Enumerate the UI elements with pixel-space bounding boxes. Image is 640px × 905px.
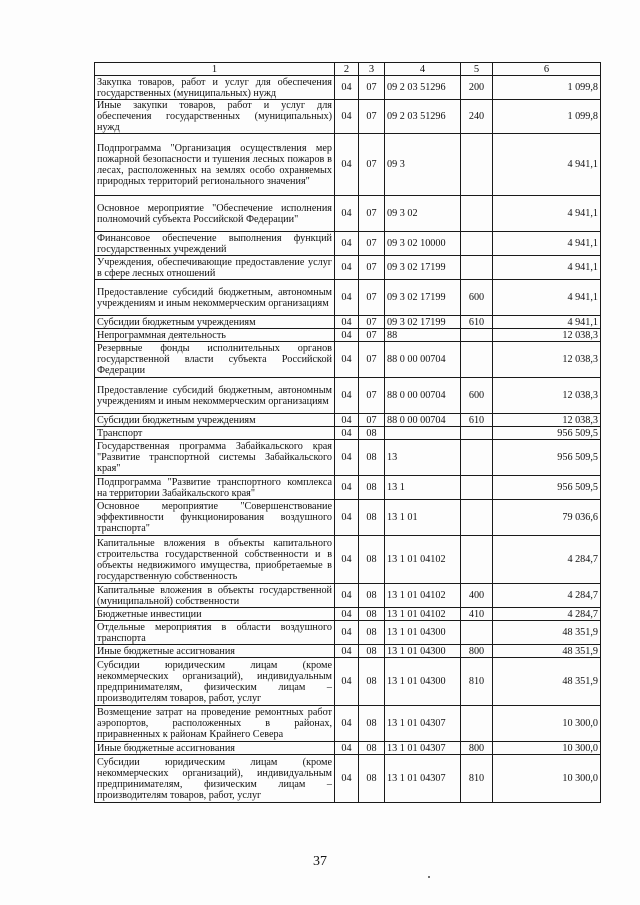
target-article-code: 13 1 01 04300 (385, 645, 461, 658)
subsection-code: 07 (359, 316, 385, 329)
expense-type-code: 810 (461, 755, 493, 803)
table-row (95, 500, 601, 536)
table-row (95, 476, 601, 500)
subsection-code: 08 (359, 536, 385, 584)
table-row (95, 414, 601, 427)
amount: 956 509,5 (493, 440, 601, 476)
section-code: 04 (335, 536, 359, 584)
section-code: 04 (335, 76, 359, 100)
subsection-code: 08 (359, 755, 385, 803)
table-row (95, 621, 601, 645)
target-article-code: 13 1 01 04102 (385, 536, 461, 584)
header-row (95, 63, 601, 76)
amount: 12 038,3 (493, 342, 601, 378)
table-row (95, 196, 601, 232)
column-header: 2 (335, 63, 359, 76)
page-number: 37 (313, 854, 327, 869)
scan-speck (428, 876, 430, 878)
amount: 10 300,0 (493, 742, 601, 755)
amount: 4 941,1 (493, 256, 601, 280)
expense-type-code (461, 476, 493, 500)
table-row (95, 316, 601, 329)
expense-type-code: 600 (461, 378, 493, 414)
row-name: Капитальные вложения в объекты капитального строительства государственной собственности и в объекты недвижимого имущества, приобретаемые в государственную собственность (95, 536, 335, 584)
amount: 12 038,3 (493, 378, 601, 414)
amount: 4 941,1 (493, 196, 601, 232)
table-row (95, 536, 601, 584)
subsection-code: 08 (359, 706, 385, 742)
table-row (95, 329, 601, 342)
target-article-code: 13 1 01 04307 (385, 755, 461, 803)
amount: 4 941,1 (493, 316, 601, 329)
section-code: 04 (335, 658, 359, 706)
row-name: Предоставление субсидий бюджетным, автономным учреждениям и иным некоммерческим организациям (95, 378, 335, 414)
row-name: Основное мероприятие "Совершенствование эффективности функционирования воздушного транспорта" (95, 500, 335, 536)
row-name: Государственная программа Забайкальского края "Развитие транспортной системы Забайкальского края" (95, 440, 335, 476)
section-code: 04 (335, 500, 359, 536)
table-row (95, 658, 601, 706)
column-header: 4 (385, 63, 461, 76)
table-row (95, 440, 601, 476)
target-article-code: 13 1 01 04307 (385, 742, 461, 755)
expense-type-code: 400 (461, 584, 493, 608)
target-article-code: 09 3 02 17199 (385, 316, 461, 329)
target-article-code (385, 427, 461, 440)
expense-type-code (461, 134, 493, 196)
expense-type-code (461, 232, 493, 256)
amount: 48 351,9 (493, 621, 601, 645)
row-name: Подпрограмма "Развитие транспортного комплекса на территории Забайкальского края" (95, 476, 335, 500)
expense-type-code: 810 (461, 658, 493, 706)
subsection-code: 08 (359, 658, 385, 706)
column-header: 3 (359, 63, 385, 76)
section-code: 04 (335, 645, 359, 658)
target-article-code: 09 3 02 17199 (385, 280, 461, 316)
target-article-code: 13 (385, 440, 461, 476)
row-name: Финансовое обеспечение выполнения функций государственных учреждений (95, 232, 335, 256)
amount: 1 099,8 (493, 100, 601, 134)
table-row (95, 742, 601, 755)
table-body (95, 76, 601, 803)
amount: 4 941,1 (493, 232, 601, 256)
section-code: 04 (335, 134, 359, 196)
row-name: Бюджетные инвестиции (95, 608, 335, 621)
expense-type-code (461, 342, 493, 378)
table-row (95, 232, 601, 256)
subsection-code: 08 (359, 476, 385, 500)
table-row (95, 134, 601, 196)
expense-type-code (461, 440, 493, 476)
subsection-code: 08 (359, 427, 385, 440)
subsection-code: 07 (359, 414, 385, 427)
section-code: 04 (335, 100, 359, 134)
amount: 48 351,9 (493, 645, 601, 658)
row-name: Основное мероприятие "Обеспечение исполнения полномочий субъекта Российской Федерации" (95, 196, 335, 232)
expense-type-code: 610 (461, 316, 493, 329)
column-header: 1 (95, 63, 335, 76)
subsection-code: 08 (359, 645, 385, 658)
table-header (95, 63, 601, 76)
subsection-code: 08 (359, 621, 385, 645)
expense-type-code: 800 (461, 742, 493, 755)
amount: 10 300,0 (493, 706, 601, 742)
section-code: 04 (335, 608, 359, 621)
subsection-code: 07 (359, 256, 385, 280)
subsection-code: 08 (359, 584, 385, 608)
section-code: 04 (335, 342, 359, 378)
amount: 4 284,7 (493, 536, 601, 584)
table-row (95, 76, 601, 100)
target-article-code: 13 1 01 (385, 500, 461, 536)
table-row (95, 378, 601, 414)
table-row (95, 755, 601, 803)
expense-type-code (461, 427, 493, 440)
table-row (95, 608, 601, 621)
target-article-code: 09 2 03 51296 (385, 100, 461, 134)
target-article-code: 13 1 01 04102 (385, 608, 461, 621)
target-article-code: 09 3 (385, 134, 461, 196)
table-row (95, 100, 601, 134)
expense-type-code: 410 (461, 608, 493, 621)
expense-type-code: 610 (461, 414, 493, 427)
section-code: 04 (335, 316, 359, 329)
subsection-code: 07 (359, 329, 385, 342)
row-name: Закупка товаров, работ и услуг для обеспечения государственных (муниципальных) нужд (95, 76, 335, 100)
section-code: 04 (335, 476, 359, 500)
amount: 4 284,7 (493, 584, 601, 608)
subsection-code: 08 (359, 500, 385, 536)
expense-type-code (461, 196, 493, 232)
subsection-code: 07 (359, 134, 385, 196)
subsection-code: 07 (359, 342, 385, 378)
section-code: 04 (335, 755, 359, 803)
expense-type-code: 200 (461, 76, 493, 100)
target-article-code: 09 3 02 10000 (385, 232, 461, 256)
section-code: 04 (335, 742, 359, 755)
row-name: Учреждения, обеспечивающие предоставление услуг в сфере лесных отношений (95, 256, 335, 280)
row-name: Транспорт (95, 427, 335, 440)
amount: 4 284,7 (493, 608, 601, 621)
section-code: 04 (335, 427, 359, 440)
row-name: Непрограммная деятельность (95, 329, 335, 342)
amount: 4 941,1 (493, 280, 601, 316)
amount: 4 941,1 (493, 134, 601, 196)
expense-type-code (461, 256, 493, 280)
section-code: 04 (335, 196, 359, 232)
row-name: Иные бюджетные ассигнования (95, 645, 335, 658)
table-row (95, 427, 601, 440)
row-name: Подпрограмма "Организация осуществления мер пожарной безопасности и тушения лесных пожаров в лесах, расположенных на землях особо охраняемых природных территорий регионального значения" (95, 134, 335, 196)
target-article-code: 09 2 03 51296 (385, 76, 461, 100)
table-row (95, 584, 601, 608)
row-name: Субсидии бюджетным учреждениям (95, 414, 335, 427)
amount: 48 351,9 (493, 658, 601, 706)
target-article-code: 13 1 01 04300 (385, 658, 461, 706)
row-name: Капитальные вложения в объекты государственной (муниципальной) собственности (95, 584, 335, 608)
row-name: Субсидии бюджетным учреждениям (95, 316, 335, 329)
section-code: 04 (335, 378, 359, 414)
expense-type-code (461, 500, 493, 536)
row-name: Субсидии юридическим лицам (кроме некоммерческих организаций), индивидуальным предпринимателям, физическим лицам – производителям товаров, работ, услуг (95, 658, 335, 706)
target-article-code: 88 0 00 00704 (385, 414, 461, 427)
section-code: 04 (335, 280, 359, 316)
section-code: 04 (335, 440, 359, 476)
target-article-code: 88 0 00 00704 (385, 378, 461, 414)
amount: 956 509,5 (493, 427, 601, 440)
section-code: 04 (335, 414, 359, 427)
amount: 956 509,5 (493, 476, 601, 500)
section-code: 04 (335, 329, 359, 342)
subsection-code: 07 (359, 196, 385, 232)
expense-type-code (461, 329, 493, 342)
table-row (95, 645, 601, 658)
row-name: Иные бюджетные ассигнования (95, 742, 335, 755)
table-row (95, 342, 601, 378)
subsection-code: 07 (359, 280, 385, 316)
amount: 12 038,3 (493, 414, 601, 427)
row-name: Резервные фонды исполнительных органов государственной власти субъекта Российской Федерации (95, 342, 335, 378)
row-name: Возмещение затрат на проведение ремонтных работ аэропортов, расположенных в районах, приравненных к районам Крайнего Севера (95, 706, 335, 742)
expense-type-code (461, 536, 493, 584)
subsection-code: 08 (359, 742, 385, 755)
expense-type-code (461, 706, 493, 742)
budget-table (94, 62, 601, 803)
amount: 12 038,3 (493, 329, 601, 342)
amount: 10 300,0 (493, 755, 601, 803)
amount: 79 036,6 (493, 500, 601, 536)
target-article-code: 88 0 00 00704 (385, 342, 461, 378)
section-code: 04 (335, 256, 359, 280)
column-header: 6 (493, 63, 601, 76)
target-article-code: 13 1 (385, 476, 461, 500)
column-header: 5 (461, 63, 493, 76)
target-article-code: 09 3 02 17199 (385, 256, 461, 280)
subsection-code: 08 (359, 608, 385, 621)
target-article-code: 09 3 02 (385, 196, 461, 232)
expense-type-code: 800 (461, 645, 493, 658)
target-article-code: 13 1 01 04102 (385, 584, 461, 608)
row-name: Предоставление субсидий бюджетным, автономным учреждениям и иным некоммерческим организациям (95, 280, 335, 316)
section-code: 04 (335, 706, 359, 742)
table-row (95, 256, 601, 280)
expense-type-code (461, 621, 493, 645)
row-name: Иные закупки товаров, работ и услуг для обеспечения государственных (муниципальных) нужд (95, 100, 335, 134)
expense-type-code: 240 (461, 100, 493, 134)
subsection-code: 07 (359, 378, 385, 414)
table-row (95, 280, 601, 316)
section-code: 04 (335, 584, 359, 608)
table-row (95, 706, 601, 742)
section-code: 04 (335, 232, 359, 256)
subsection-code: 08 (359, 440, 385, 476)
section-code: 04 (335, 621, 359, 645)
target-article-code: 88 (385, 329, 461, 342)
subsection-code: 07 (359, 100, 385, 134)
amount: 1 099,8 (493, 76, 601, 100)
row-name: Отдельные мероприятия в области воздушного транспорта (95, 621, 335, 645)
subsection-code: 07 (359, 232, 385, 256)
subsection-code: 07 (359, 76, 385, 100)
row-name: Субсидии юридическим лицам (кроме некоммерческих организаций), индивидуальным предпринимателям, физическим лицам – производителям товаров, работ, услуг (95, 755, 335, 803)
target-article-code: 13 1 01 04307 (385, 706, 461, 742)
expense-type-code: 600 (461, 280, 493, 316)
target-article-code: 13 1 01 04300 (385, 621, 461, 645)
